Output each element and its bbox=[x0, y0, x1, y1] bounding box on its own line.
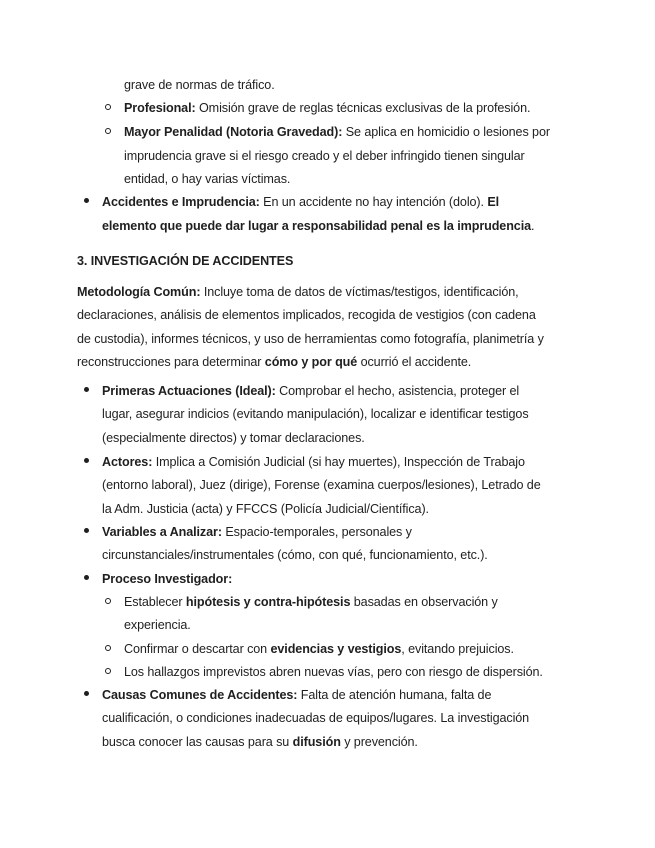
sub-item-hipotesis-line2: experiencia. bbox=[124, 618, 191, 632]
item-accidentes-imprudencia-line2: elemento que puede dar lugar a responsabilidad penal es la imprudencia. bbox=[102, 219, 535, 233]
item-primeras-actuaciones-line2: lugar, asegurar indicios (evitando manipulación), localizar e identificar testigos bbox=[102, 407, 529, 421]
circle-bullet bbox=[105, 104, 111, 110]
item-variables: Variables a Analizar: Espacio-temporales, personales y bbox=[102, 525, 412, 539]
circle-bullet bbox=[105, 668, 111, 674]
item-primeras-actuaciones-line3: (especialmente directos) y tomar declaraciones. bbox=[102, 431, 365, 445]
item-causas-comunes-line3: busca conocer las causas para su difusión y prevención. bbox=[102, 735, 418, 749]
sub-item-hallazgos: Los hallazgos imprevistos abren nuevas vías, pero con riesgo de dispersión. bbox=[124, 665, 543, 679]
circle-bullet bbox=[105, 645, 111, 651]
item-causas-comunes: Causas Comunes de Accidentes: Falta de atención humana, falta de bbox=[102, 688, 492, 702]
sub-item-mayor-penalidad-line2: imprudencia grave si el riesgo creado y el deber infringido tienen singular bbox=[124, 149, 525, 163]
sub-item-hipotesis: Establecer hipótesis y contra-hipótesis basadas en observación y bbox=[124, 595, 498, 609]
item-proceso-investigador: Proceso Investigador: bbox=[102, 572, 233, 586]
sub-item-mayor-penalidad: Mayor Penalidad (Notoria Gravedad): Se aplica en homicidio o lesiones por bbox=[124, 125, 550, 139]
item-accidentes-imprudencia: Accidentes e Imprudencia: En un accidente no hay intención (dolo). El bbox=[102, 195, 500, 209]
bullet bbox=[84, 528, 89, 533]
bullet bbox=[84, 691, 89, 696]
sub-item-mayor-penalidad-line3: entidad, o hay varias víctimas. bbox=[124, 172, 291, 186]
paragraph-metodologia-line2: declaraciones, análisis de elementos implicados, recogida de vestigios (con cadena bbox=[77, 308, 536, 322]
item-causas-comunes-line2: cualificación, o condiciones inadecuadas de equipos/lugares. La investigación bbox=[102, 711, 530, 725]
section-heading: 3. INVESTIGACIÓN DE ACCIDENTES bbox=[77, 254, 294, 268]
item-actores-line3: la Adm. Justicia (acta) y FFCCS (Policía Judicial/Científica). bbox=[102, 502, 429, 516]
bullet bbox=[84, 575, 89, 580]
continuation-line: grave de normas de tráfico. bbox=[124, 78, 275, 92]
item-actores: Actores: Implica a Comisión Judicial (si hay muertes), Inspección de Trabajo bbox=[102, 455, 525, 469]
item-primeras-actuaciones: Primeras Actuaciones (Ideal): Comprobar el hecho, asistencia, proteger el bbox=[102, 384, 520, 398]
bullet bbox=[84, 198, 89, 203]
bullet bbox=[84, 387, 89, 392]
item-variables-line2: circunstanciales/instrumentales (cómo, con qué, funcionamiento, etc.). bbox=[102, 548, 488, 562]
paragraph-metodologia: Metodología Común: Incluye toma de datos de víctimas/testigos, identificación, bbox=[77, 285, 519, 299]
circle-bullet bbox=[105, 128, 111, 134]
paragraph-metodologia-line4: reconstrucciones para determinar cómo y por qué ocurrió el accidente. bbox=[77, 355, 472, 369]
circle-bullet bbox=[105, 598, 111, 604]
sub-item-profesional: Profesional: Omisión grave de reglas técnicas exclusivas de la profesión. bbox=[124, 101, 531, 115]
item-actores-line2: (entorno laboral), Juez (dirige), Forense (examina cuerpos/lesiones), Letrado de bbox=[102, 478, 541, 492]
sub-item-evidencias: Confirmar o descartar con evidencias y vestigios, evitando prejuicios. bbox=[124, 642, 514, 656]
paragraph-metodologia-line3: de custodia), informes técnicos, y uso de herramientas como fotografía, planimetría y bbox=[77, 332, 544, 346]
bullet bbox=[84, 458, 89, 463]
